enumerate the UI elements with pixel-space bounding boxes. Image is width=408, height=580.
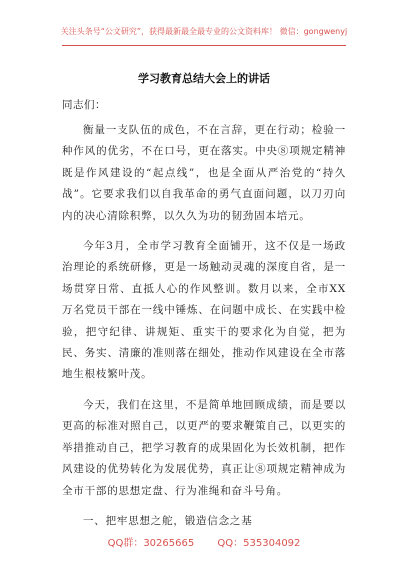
paragraph-2: 今年3月，全市学习教育全面铺开，这不仅是一场政治理论的系统研修，更是一场触动灵魂的深度自省，是一场贯穿日常、直抵人心的作风整训。数月以来，全市XX万名党员干部在一线中锤炼、在问题中成长、在实践中检验，把守纪律、讲规矩、重实干的要求化为自觉，把为民、务实、清廉的准则落在细处，推动作风建设在全市落地生根枝繁叶茂。 [62, 240, 346, 381]
paragraph-1: 衡量一支队伍的成色，不在言辞，更在行动；检验一种作风的优劣，不在口号，更在落实。中央⑧项规定精神既是作风建设的“起点线”，也是全面从严治党的“持久战”。它要求我们以自我革命的勇气直面问题，以刀刃向内的决心清除积弊，以久久为功的韧劲固本培元。 [62, 124, 346, 222]
header-note: 关注头条号“公文研究”，获得最新最全最专业的公文资料库！ 微信：gongwenyj [60, 27, 348, 36]
paragraph-3: 今天，我们在这里，不是简单地回顾成绩，而是要以更高的标准对照自己，以更严的要求鞭策自己，以更实的举措推动自己，把学习教育的成果固化为长效机制，把作风建设的优势转化为发展优势，真正让⑧项规定精神成为全市干部的思想定盘、行为准绳和奋斗号角。 [62, 398, 346, 497]
footer-qq: QQ：535304092 [217, 538, 301, 549]
footer-contact [0, 534, 408, 549]
document-title: 学习教育总结大会上的讲话 [138, 72, 270, 85]
footer-qq-group: QQ群：30265665 [107, 538, 195, 549]
greeting: 同志们： [62, 99, 106, 111]
header-divider [62, 45, 346, 46]
section-heading: 一、把牢思想之舵，锻造信念之基 [83, 514, 253, 527]
document-body [62, 98, 346, 531]
